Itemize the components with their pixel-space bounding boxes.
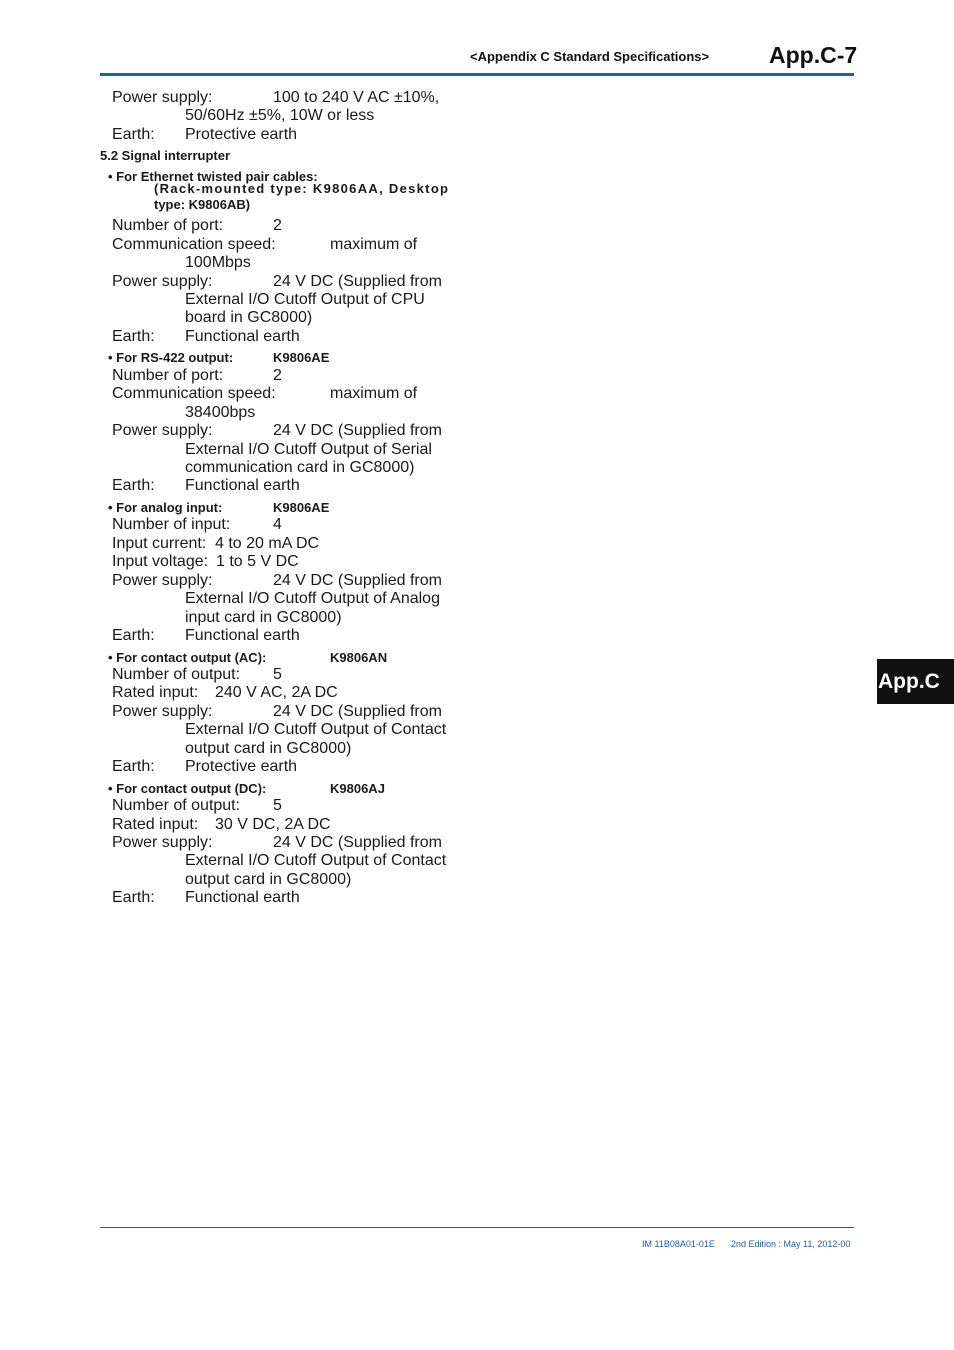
spec-value: 38400bps [185, 404, 256, 421]
spec-value: Functional earth [185, 889, 300, 906]
spec-value: communication card in GC8000) [185, 459, 415, 476]
spec-value: 30 V DC, 2A DC [215, 816, 331, 833]
spec-heading: • For contact output (AC): [108, 650, 267, 665]
spec-label: Power supply: [112, 703, 213, 720]
spec-label: Earth: [112, 627, 155, 644]
spec-label: Power supply: [112, 273, 213, 290]
spec-label: Power supply: [112, 89, 213, 106]
spec-label: Communication speed: [112, 236, 276, 253]
spec-value: 5 [273, 666, 282, 683]
spec-label: Earth: [112, 889, 155, 906]
spec-value: output card in GC8000) [185, 740, 352, 757]
spec-heading: • For RS-422 output: [108, 350, 234, 365]
spec-heading: • For Ethernet twisted pair cables: [108, 169, 318, 184]
spec-value: 50/60Hz ±5%, 10W or less [185, 107, 375, 124]
page-number: App.C-7 [769, 42, 858, 68]
spec-label: Earth: [112, 126, 155, 143]
spec-value: 24 V DC (Supplied from [273, 572, 442, 589]
spec-value: 2 [273, 367, 282, 384]
spec-value: 100Mbps [185, 254, 251, 271]
spec-value: External I/O Cutoff Output of Serial [185, 441, 432, 458]
spec-label: Communication speed: [112, 385, 276, 402]
spec-value: Protective earth [185, 758, 298, 775]
spec-value: maximum of [330, 236, 418, 253]
spec-heading: • For contact output (DC): [108, 781, 267, 796]
spec-value: 24 V DC (Supplied from [273, 834, 442, 851]
spec-value: Functional earth [185, 328, 300, 345]
footer-rule [100, 1227, 854, 1228]
spec-label: Power supply: [112, 834, 213, 851]
spec-value: 24 V DC (Supplied from [273, 422, 442, 439]
spec-label: Number of output: [112, 666, 241, 683]
spec-value: 2 [273, 217, 282, 234]
spec-model: K9806AJ [330, 781, 385, 796]
spec-label: Number of port: [112, 367, 224, 384]
spec-value: External I/O Cutoff Output of Contact [185, 721, 447, 738]
spec-value: board in GC8000) [185, 309, 313, 326]
spec-label: Power supply: [112, 422, 213, 439]
header-rule [100, 73, 854, 76]
header-section-title: <Appendix C Standard Specifications> [470, 49, 710, 64]
spec-model: K9806AE [273, 500, 330, 515]
spec-value: input card in GC8000) [185, 609, 342, 626]
spec-value: 24 V DC (Supplied from [273, 703, 442, 720]
spec-value: output card in GC8000) [185, 871, 352, 888]
spec-heading: • For analog input: [108, 500, 223, 515]
footer-edition: 2nd Edition : May 11, 2012-00 [731, 1239, 851, 1249]
spec-value: External I/O Cutoff Output of Analog [185, 590, 440, 607]
spec-label: Rated input: [112, 816, 199, 833]
spec-label: Earth: [112, 758, 155, 775]
spec-value: 240 V AC, 2A DC [215, 684, 338, 701]
spec-value: 4 to 20 mA DC [215, 535, 320, 552]
spec-label: Input current: [112, 535, 207, 552]
spec-value: Functional earth [185, 477, 300, 494]
spec-label: Rated input: [112, 684, 199, 701]
footer-doc-id: IM 11B08A01-01E [642, 1239, 715, 1249]
spec-label: Number of output: [112, 797, 241, 814]
spec-label: Number of port: [112, 217, 224, 234]
spec-value: 4 [273, 516, 282, 533]
spec-heading-models: type: K9806AB) [154, 197, 251, 212]
spec-value: 1 to 5 V DC [216, 553, 299, 570]
spec-label: Earth: [112, 477, 155, 494]
spec-value: Functional earth [185, 627, 300, 644]
spec-value: External I/O Cutoff Output of Contact [185, 852, 447, 869]
spec-model: K9806AE [273, 350, 330, 365]
appendix-side-tab: App.C [877, 659, 954, 704]
spec-model: K9806AN [330, 650, 388, 665]
spec-value: Protective earth [185, 126, 298, 143]
spec-value: External I/O Cutoff Output of CPU [185, 291, 425, 308]
spec-label: Power supply: [112, 572, 213, 589]
spec-heading-models: (Rack-mounted type: K9806AA, Desktop [154, 181, 450, 196]
spec-label: Input voltage: [112, 553, 209, 570]
spec-value: maximum of [330, 385, 418, 402]
spec-value: 5 [273, 797, 282, 814]
spec-value: 24 V DC (Supplied from [273, 273, 442, 290]
spec-label: Earth: [112, 328, 155, 345]
spec-value: 100 to 240 V AC ±10%, [273, 89, 440, 106]
section-title: 5.2 Signal interrupter [100, 148, 231, 163]
spec-label: Number of input: [112, 516, 231, 533]
